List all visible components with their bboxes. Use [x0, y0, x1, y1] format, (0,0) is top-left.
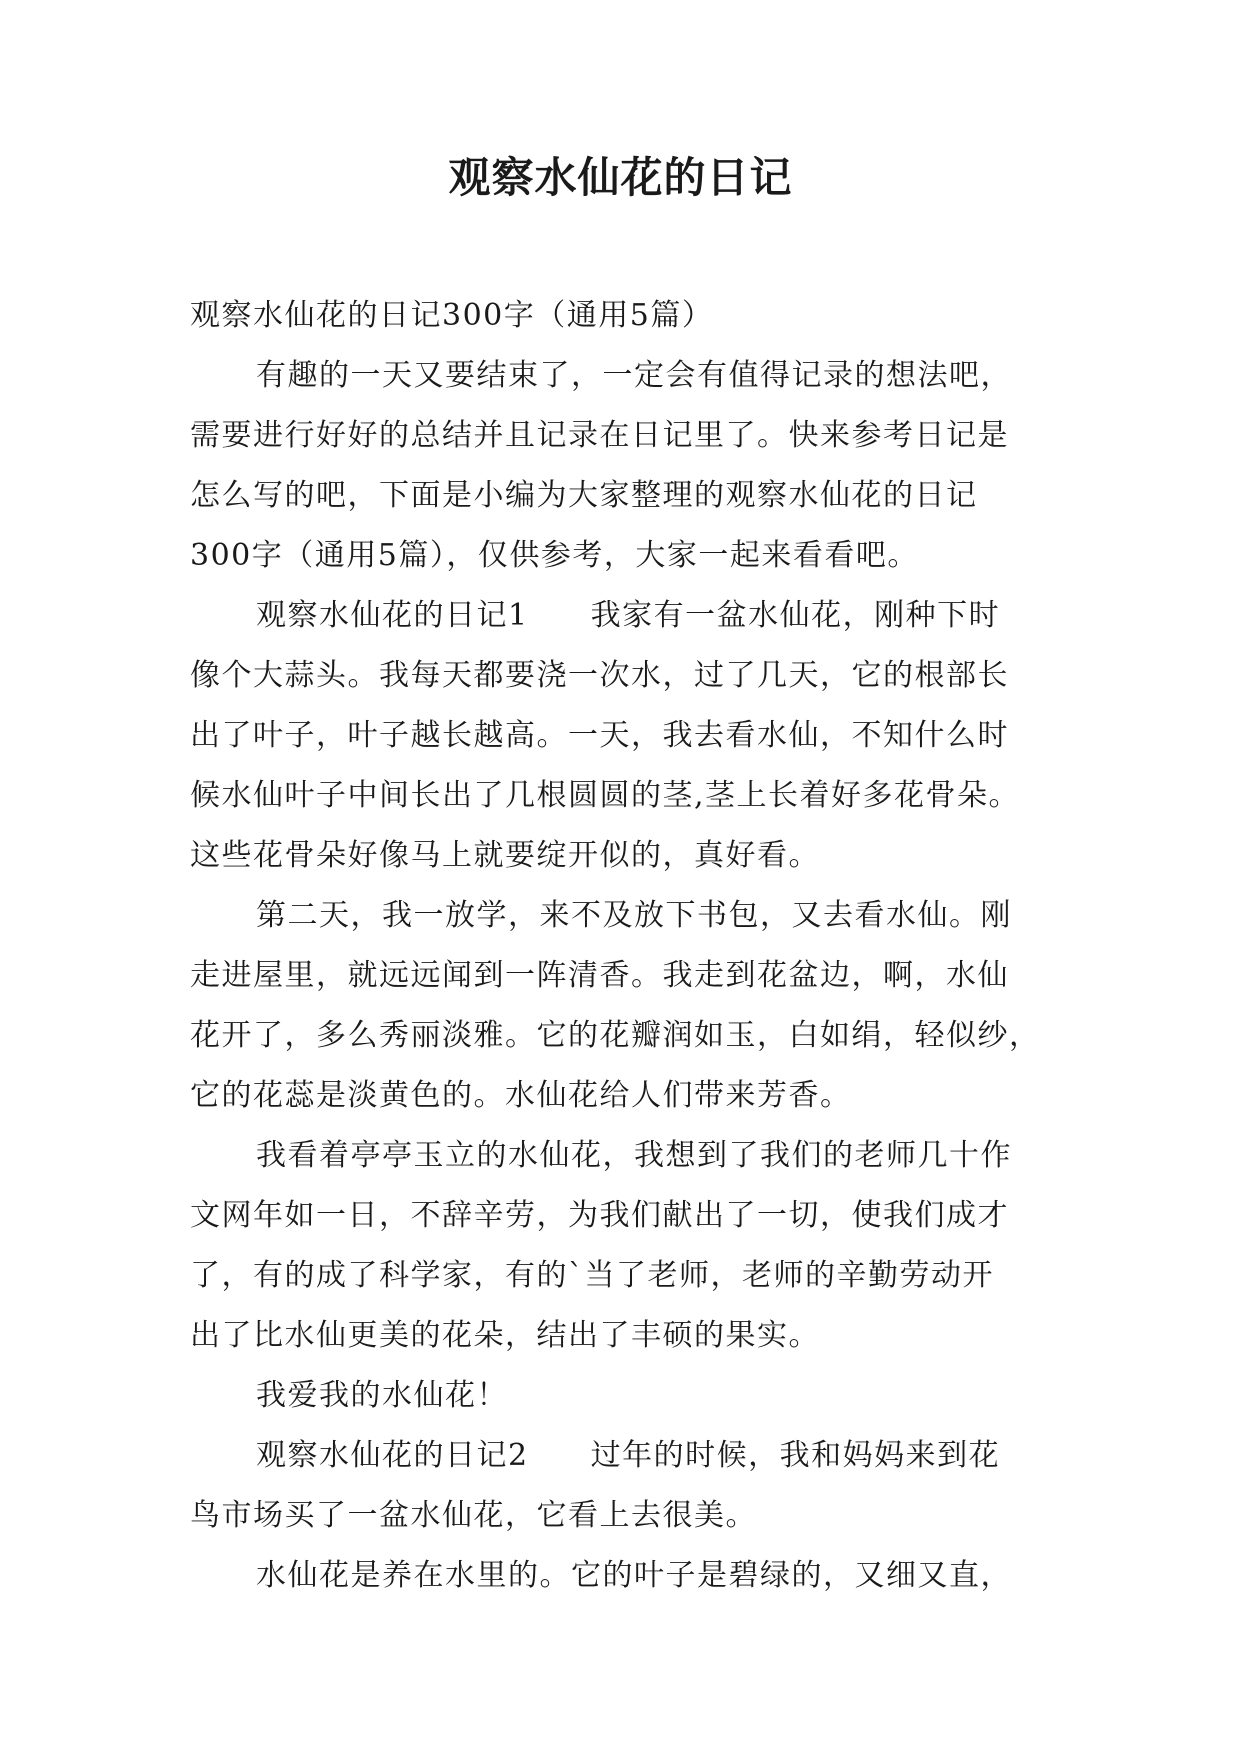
paragraph-line: 走进屋里，就远远闻到一阵清香。我走到花盆边，啊，水仙 — [190, 958, 1009, 993]
paragraph-line: 有趣的一天又要结束了，一定会有值得记录的想法吧， — [256, 358, 1012, 393]
section-line — [190, 586, 1060, 646]
document-title: 观察水仙花的日记 — [448, 153, 793, 202]
paragraph-line: 怎么写的吧，下面是小编为大家整理的观察水仙花的日记 — [190, 478, 978, 513]
paragraph-line: 花开了，多么秀丽淡雅。它的花瓣润如玉，白如绢，轻似纱， — [190, 1018, 1041, 1053]
paragraph-line: 第二天，我一放学，来不及放下书包，又去看水仙。刚 — [256, 898, 1012, 933]
paragraph-line: 它的花蕊是淡黄色的。水仙花给人们带来芳香。 — [190, 1078, 852, 1113]
paragraph-line: 300字（通用5篇），仅供参考，大家一起来看看吧。 — [190, 538, 919, 573]
section-heading-1: 观察水仙花的日记1 — [256, 598, 529, 633]
paragraph-line: 出了叶子，叶子越长越高。一天，我去看水仙，不知什么时 — [190, 718, 1009, 753]
paragraph-line: 鸟市场买了一盆水仙花，它看上去很美。 — [190, 1498, 757, 1533]
subtitle-line: 观察水仙花的日记300字（通用5篇） — [190, 298, 714, 333]
section-line — [190, 1426, 1060, 1486]
paragraph-line: 了，有的成了科学家，有的`当了老师，老师的辛勤劳动开 — [190, 1258, 994, 1293]
paragraph-line: 出了比水仙更美的花朵，结出了丰硕的果实。 — [190, 1318, 820, 1353]
paragraph-line: 候水仙叶子中间长出了几根圆圆的茎,茎上长着好多花骨朵。 — [190, 778, 1021, 813]
paragraph-line: 需要进行好好的总结并且记录在日记里了。快来参考日记是 — [190, 418, 1009, 453]
paragraph-line: 我爱我的水仙花！ — [256, 1378, 508, 1413]
paragraph-line: 我看着亭亭玉立的水仙花，我想到了我们的老师几十作 — [256, 1138, 1012, 1173]
paragraph-line: 文网年如一日，不辞辛劳，为我们献出了一切，使我们成才 — [190, 1198, 1009, 1233]
paragraph-line: 这些花骨朵好像马上就要绽开似的，真好看。 — [190, 838, 820, 873]
paragraph-line: 水仙花是养在水里的。它的叶子是碧绿的，又细又直， — [256, 1558, 1012, 1593]
document-body — [190, 286, 1060, 1606]
section-heading-2: 观察水仙花的日记2 — [256, 1438, 529, 1473]
paragraph-text: 我家有一盆水仙花，刚种下时 — [590, 598, 1001, 633]
paragraph-line: 像个大蒜头。我每天都要浇一次水，过了几天，它的根部长 — [190, 658, 1009, 693]
paragraph-text: 过年的时候，我和妈妈来到花 — [590, 1438, 1001, 1473]
